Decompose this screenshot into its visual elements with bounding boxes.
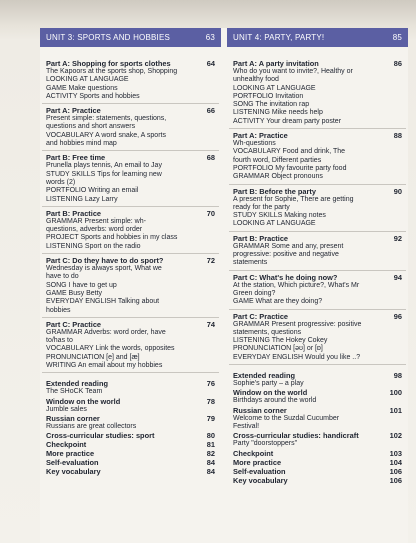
entry-heading-row — [233, 458, 402, 467]
unit4-page-number: 85 — [392, 33, 402, 42]
entry-heading-row — [233, 388, 402, 397]
entry-title: More practice — [233, 457, 282, 467]
entry-description-line: Welcome to the Suzdal Cucumber — [233, 414, 340, 422]
contents-page — [40, 28, 408, 543]
entry-description-line: LISTENING Lazy Larry — [46, 195, 118, 203]
entry-title: Part C: Practice — [233, 311, 289, 321]
extra-entry — [42, 467, 219, 476]
entry-description-line: LOOKING AT LANGUAGE — [233, 84, 316, 92]
entry-title: Checkpoint — [233, 448, 274, 458]
entry-title: Russian corner — [233, 405, 287, 415]
entry-heading-row — [46, 414, 215, 423]
entry-title: Cross-curricular studies: handicraft — [233, 431, 359, 441]
extra-entry — [42, 414, 219, 431]
entry-description-line: STUDY SKILLS Tips for learning new — [46, 170, 162, 178]
entry-title: Key vocabulary — [233, 475, 288, 485]
entry-description-line: to/has to — [46, 337, 73, 345]
extra-entry — [42, 431, 219, 440]
entry-heading-row — [46, 320, 215, 329]
unit4-column — [227, 28, 408, 543]
entry-page-number: 78 — [206, 396, 215, 406]
entry-description-line: GRAMMAR Present progressive: positive — [233, 320, 362, 328]
entry-title: Part B: Practice — [46, 208, 102, 218]
entry-description-line: fourth word, Different parties — [233, 156, 322, 164]
entry-description-line: PORTFOLIO Writing an email — [46, 187, 139, 195]
entry-description-line: and hobbies mind map — [46, 140, 117, 148]
entry-page-number: 64 — [206, 59, 215, 68]
entry-page-number: 98 — [393, 371, 402, 381]
extra-entry — [42, 458, 219, 467]
entry-description-line: ACTIVITY Your dream party poster — [233, 117, 342, 125]
entry-heading-row — [233, 431, 402, 440]
entry-description-line: PORTFOLIO Invitation — [233, 92, 304, 100]
entry-heading-row — [46, 449, 215, 458]
entry-description-line: LOOKING AT LANGUAGE — [46, 76, 129, 84]
entry-title: Part A: Practice — [46, 106, 101, 116]
entry-description-line: have to do — [46, 273, 79, 281]
part-entry — [229, 57, 406, 129]
part-entry — [229, 271, 406, 310]
entry-page-number: 88 — [393, 131, 402, 141]
entry-title: More practice — [46, 449, 95, 459]
entry-description-line: GAME Make questions — [46, 84, 118, 92]
entry-page-number: 86 — [393, 59, 402, 68]
entry-page-number: 68 — [206, 153, 215, 163]
entry-description-line: Party "doorstoppers" — [233, 440, 298, 448]
entry-description-line: GRAMMAR Adverbs: word order, have — [46, 328, 166, 336]
entry-title: Self-evaluation — [46, 458, 99, 468]
entry-description-line: statements, questions — [233, 328, 302, 336]
entry-description-line: LISTENING Mike needs help — [233, 109, 323, 117]
entry-title: Part A: Practice — [233, 131, 288, 141]
entry-description-line: GRAMMAR Some and any, present — [233, 242, 344, 250]
entry-description-line: Russians are great collectors — [46, 422, 137, 430]
entry-page-number: 90 — [393, 186, 402, 196]
extra-entry — [229, 406, 406, 432]
entry-description-line: LISTENING The Hokey Cokey — [233, 337, 328, 345]
unit3-column — [40, 28, 221, 543]
entry-page-number: 101 — [389, 405, 402, 415]
entry-page-number: 80 — [206, 431, 215, 441]
entry-description-line: Who do you want to invite?, Healthy or — [233, 68, 353, 75]
extra-entry — [42, 440, 219, 449]
entry-page-number: 106 — [389, 466, 402, 476]
entry-heading-row — [46, 256, 215, 265]
entry-description-line: EVERYDAY ENGLISH Would you like ..? — [233, 353, 361, 361]
entry-description-line: At the station, Which picture?, What's Mr — [233, 281, 360, 289]
part-entry — [229, 185, 406, 232]
entry-heading-row — [233, 234, 402, 243]
part-entry — [42, 151, 219, 206]
entry-page-number: 92 — [393, 233, 402, 243]
entry-page-number: 102 — [389, 431, 402, 441]
entry-title: Part B: Practice — [233, 233, 289, 243]
entry-description-line: SONG I have to get up — [46, 281, 117, 289]
entry-description-line: words (2) — [46, 178, 76, 186]
extra-entry — [42, 397, 219, 414]
entry-heading-row — [46, 379, 215, 388]
entry-page-number: 76 — [206, 379, 215, 389]
unit3-page-number: 63 — [205, 33, 215, 42]
extra-entry — [229, 476, 406, 485]
entry-description-line: GRAMMAR Object pronouns — [233, 173, 323, 181]
entry-description-line: hobbies — [46, 306, 71, 314]
entry-description-line: Sophie's party – a play — [233, 380, 304, 388]
entry-description-line: LISTENING Sport on the radio — [46, 242, 141, 250]
entry-title: Self-evaluation — [233, 466, 286, 476]
entry-title: Extended reading — [233, 371, 296, 381]
part-entry — [229, 310, 406, 365]
entry-description-line: LOOKING AT LANGUAGE — [233, 220, 316, 228]
part-entry — [42, 104, 219, 151]
entry-heading-row — [233, 312, 402, 321]
entry-heading-row — [233, 187, 402, 196]
entry-description-line: Festival! — [233, 422, 260, 430]
entry-heading-row — [46, 440, 215, 449]
entry-page-number: 84 — [206, 467, 215, 477]
entry-description-line: The SHoCK Team — [46, 388, 103, 396]
entry-page-number: 100 — [389, 388, 402, 398]
entry-description-line: PROJECT Sports and hobbies in my class — [46, 234, 178, 242]
entry-description-line: questions and short answers — [46, 123, 136, 131]
entry-heading-row — [233, 467, 402, 476]
entry-title: Window on the world — [46, 396, 121, 406]
entry-title: Part A: A party invitation — [233, 59, 319, 68]
entry-description-line: unhealthy food — [233, 76, 279, 84]
part-entry — [42, 57, 219, 104]
part-entry — [42, 207, 219, 254]
unit3-parts — [40, 57, 221, 373]
entry-description-line: ACTIVITY Sports and hobbies — [46, 92, 140, 100]
entry-description-line: questions, adverbs: word order — [46, 226, 143, 234]
entry-title: Window on the world — [233, 388, 308, 398]
entry-description-line: Wh-questions — [233, 140, 276, 148]
entry-description-line: Present simple: statements, questions, — [46, 115, 167, 123]
entry-page-number: 82 — [206, 449, 215, 459]
entry-title: Checkpoint — [46, 440, 87, 450]
extra-entry — [229, 458, 406, 467]
entry-page-number: 84 — [206, 458, 215, 468]
entry-description-line: STUDY SKILLS Making notes — [233, 212, 326, 220]
entry-description-line: statements — [233, 259, 268, 267]
entry-page-number: 94 — [393, 272, 402, 282]
entry-heading-row — [233, 449, 402, 458]
entry-description-line: PORTFOLIO My favourite party food — [233, 164, 347, 172]
extra-entry — [229, 467, 406, 476]
entry-description-line: PRONUNCIATION [e] and [æ] — [46, 353, 140, 361]
entry-description-line: A present for Sophie, There are getting — [233, 195, 354, 203]
entry-description-line: Jumble sales — [46, 405, 87, 413]
entry-description-line: ready for the party — [233, 203, 290, 211]
entry-heading-row — [46, 209, 215, 218]
entry-description-line: EVERYDAY ENGLISH Talking about — [46, 298, 160, 306]
entry-description-line: VOCABULARY Food and drink, The — [233, 148, 346, 156]
unit3-extras — [40, 373, 221, 476]
unit4-title: UNIT 4: PARTY, PARTY! — [233, 33, 325, 42]
entry-page-number: 103 — [389, 448, 402, 458]
entry-description-line: Prunella plays tennis, An email to Jay — [46, 162, 162, 170]
part-entry — [229, 129, 406, 184]
entry-description-line: PRONUNCIATION [əʊ] or [ɒ] — [233, 345, 323, 353]
entry-heading-row — [46, 467, 215, 476]
entry-heading-row — [233, 273, 402, 282]
part-entry — [42, 318, 219, 373]
extra-entry — [229, 371, 406, 388]
part-entry — [42, 254, 219, 318]
part-entry — [229, 232, 406, 271]
entry-title: Part B: Before the party — [233, 186, 316, 196]
entry-page-number: 79 — [206, 413, 215, 423]
entry-page-number: 96 — [393, 311, 402, 321]
entry-heading-row — [233, 476, 402, 485]
entry-page-number: 72 — [206, 256, 215, 266]
entry-page-number: 106 — [389, 475, 402, 485]
extra-entry — [229, 431, 406, 448]
entry-title: Part C: Practice — [46, 319, 102, 329]
entry-title: Extended reading — [46, 379, 109, 389]
entry-page-number: 66 — [206, 106, 215, 116]
entry-heading-row — [46, 59, 215, 68]
entry-title: Part A: Shopping for sports clothes — [46, 59, 171, 68]
entry-description-line: Wednesday is always sport, What we — [46, 265, 162, 273]
unit4-parts — [227, 57, 408, 365]
entry-heading-row — [233, 131, 402, 140]
entry-description-line: VOCABULARY Link the words, opposites — [46, 345, 175, 353]
entry-description-line: The Kapoors at the sports shop, Shopping — [46, 68, 178, 75]
entry-title: Cross-curricular studies: sport — [46, 431, 155, 441]
entry-description-line: GAME Busy Betty — [46, 289, 103, 297]
entry-title: Part C: Do they have to do sport? — [46, 256, 164, 266]
entry-heading-row — [46, 153, 215, 162]
extra-entry — [229, 449, 406, 458]
entry-description-line: VOCABULARY A word snake, A sports — [46, 131, 166, 139]
extra-entry — [229, 388, 406, 405]
entry-description-line: progressive: positive and negative — [233, 251, 339, 259]
unit3-title: UNIT 3: SPORTS AND HOBBIES — [46, 33, 171, 42]
entry-title: Part B: Free time — [46, 153, 106, 163]
extra-entry — [42, 449, 219, 458]
entry-description-line: GAME What are they doing? — [233, 298, 323, 306]
entry-heading-row — [233, 371, 402, 380]
entry-heading-row — [233, 406, 402, 415]
entry-heading-row — [46, 431, 215, 440]
entry-page-number: 70 — [206, 208, 215, 218]
entry-title: Russian corner — [46, 413, 100, 423]
entry-page-number: 81 — [206, 440, 215, 450]
entry-heading-row — [233, 59, 402, 68]
entry-description-line: Green doing? — [233, 289, 276, 297]
entry-heading-row — [46, 458, 215, 467]
entry-page-number: 104 — [389, 457, 402, 467]
entry-description-line: WRITING An email about my hobbies — [46, 362, 163, 370]
extra-entry — [42, 379, 219, 396]
unit4-header — [227, 28, 408, 47]
entry-heading-row — [46, 397, 215, 406]
entry-description-line: SONG The invitation rap — [233, 101, 310, 109]
unit3-header — [40, 28, 221, 47]
entry-title: Part C: What's he doing now? — [233, 272, 338, 282]
entry-description-line: Birthdays around the world — [233, 397, 317, 405]
entry-heading-row — [46, 106, 215, 115]
entry-title: Key vocabulary — [46, 467, 101, 477]
entry-description-line: GRAMMAR Present simple: wh- — [46, 217, 146, 225]
unit4-extras — [227, 365, 408, 484]
entry-page-number: 74 — [206, 319, 215, 329]
